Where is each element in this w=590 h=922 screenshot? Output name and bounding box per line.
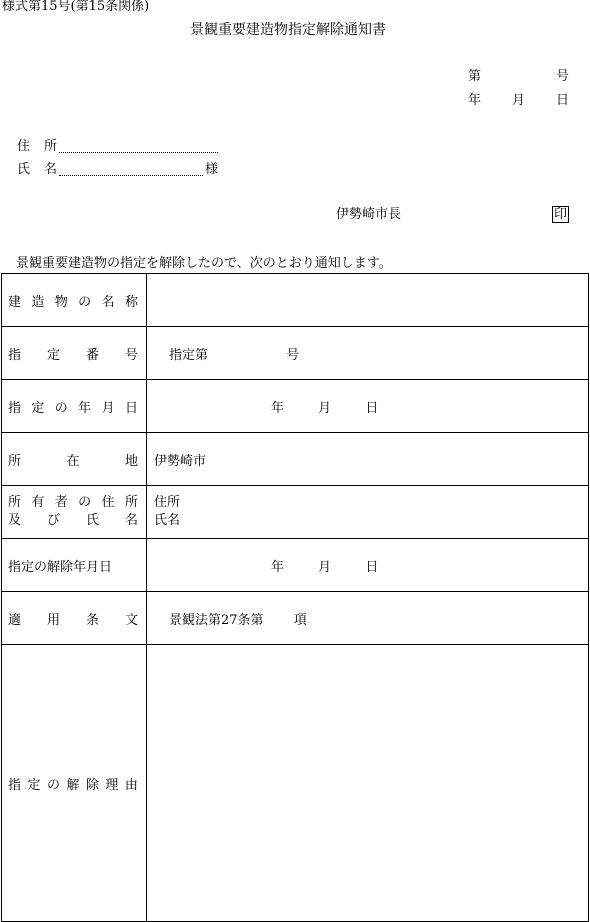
address-fill-line xyxy=(59,140,218,153)
label-char: 在 xyxy=(66,453,80,469)
issuer-name: 伊勢崎市長 xyxy=(336,207,402,222)
cancellation-date-year: 年 xyxy=(271,559,285,575)
label-char: 称 xyxy=(124,294,138,310)
table-row-designation-number xyxy=(2,327,589,380)
label-char: 文 xyxy=(124,612,138,628)
label-char: 建 xyxy=(8,294,22,310)
table-row-structure-name xyxy=(2,274,589,327)
label-char: 適 xyxy=(8,612,22,628)
number-go: 号 xyxy=(556,69,570,84)
label-char: び xyxy=(46,513,60,528)
address-label-2: 所 xyxy=(44,139,58,154)
notice-text: 景観重要建造物の指定を解除したので、次のとおり通知します。 xyxy=(16,256,392,271)
owner-name-label: 氏名 xyxy=(154,513,181,528)
label-char: 理 xyxy=(105,777,119,793)
number-dai: 第 xyxy=(468,69,482,84)
label-char: 除 xyxy=(85,777,99,793)
label-designation-date xyxy=(2,380,147,433)
date-year: 年 xyxy=(468,93,482,108)
designation-prefix: 指定第 xyxy=(169,347,209,363)
article-suffix: 項 xyxy=(293,612,307,628)
seal-mark: 印 xyxy=(554,207,568,222)
label-char: の xyxy=(54,400,68,416)
value-cancellation-date[interactable] xyxy=(147,539,589,592)
label-char: 住 xyxy=(101,495,115,510)
label-designation-number xyxy=(2,327,147,380)
address-label-1: 住 xyxy=(17,139,31,154)
cancellation-date-month: 月 xyxy=(318,559,332,575)
label-char: 所 xyxy=(124,495,138,510)
designation-date-year: 年 xyxy=(271,400,285,416)
label-char: 年 xyxy=(78,400,92,416)
label-char: 月 xyxy=(101,400,115,416)
label-char: 号 xyxy=(124,347,138,363)
date-month: 月 xyxy=(512,93,526,108)
value-designation-date[interactable] xyxy=(147,380,589,433)
article-prefix: 景観法第27条第 xyxy=(169,612,264,628)
label-char: 有 xyxy=(31,495,45,510)
designation-suffix: 号 xyxy=(286,347,300,363)
name-label-2: 名 xyxy=(44,162,58,177)
value-owner[interactable] xyxy=(147,486,589,539)
label-char: の xyxy=(78,495,92,510)
label-char: 物 xyxy=(54,294,68,310)
label-char: の xyxy=(46,777,60,793)
label-text: 指定の解除年月日 xyxy=(8,559,113,575)
honorific-sama: 様 xyxy=(205,162,219,177)
value-applicable-article[interactable] xyxy=(147,592,589,645)
label-char: 指 xyxy=(8,777,22,793)
designation-date-month: 月 xyxy=(318,400,332,416)
label-structure-name xyxy=(2,274,147,327)
label-char: 番 xyxy=(85,347,99,363)
name-label-1: 氏 xyxy=(17,162,31,177)
label-char: 条 xyxy=(85,612,99,628)
label-char: 定 xyxy=(27,777,41,793)
table-row-cancellation-reason xyxy=(2,645,589,922)
label-char: 解 xyxy=(66,777,80,793)
label-cancellation-date xyxy=(2,539,147,592)
cancellation-date-day: 日 xyxy=(365,559,379,575)
label-cancellation-reason xyxy=(2,645,147,922)
table-row-cancellation-date xyxy=(2,539,589,592)
form-number: 様式第15号(第15条関係) xyxy=(2,0,150,14)
label-char: 指 xyxy=(8,400,22,416)
table-row-applicable-article xyxy=(2,592,589,645)
table-row-owner xyxy=(2,486,589,539)
label-char: の xyxy=(78,294,92,310)
label-location xyxy=(2,433,147,486)
label-char: 名 xyxy=(101,294,115,310)
date-day: 日 xyxy=(556,93,570,108)
label-owner xyxy=(2,486,147,539)
label-char: 者 xyxy=(54,495,68,510)
value-designation-number[interactable] xyxy=(147,327,589,380)
label-char: 定 xyxy=(46,347,60,363)
label-char: 造 xyxy=(31,294,45,310)
label-char: 氏 xyxy=(85,513,99,528)
label-char: 由 xyxy=(124,777,138,793)
detail-table xyxy=(1,273,589,922)
table-row-designation-date xyxy=(2,380,589,433)
document-title: 景観重要建造物指定解除通知書 xyxy=(190,22,386,38)
value-location[interactable]: 伊勢崎市 xyxy=(147,433,589,486)
label-char: 日 xyxy=(124,400,138,416)
label-char: 名 xyxy=(124,513,138,528)
label-char: 所 xyxy=(8,453,22,469)
label-char: 指 xyxy=(8,347,22,363)
value-cancellation-reason[interactable] xyxy=(147,645,589,922)
name-fill-line xyxy=(59,163,203,176)
label-char: 定 xyxy=(31,400,45,416)
value-structure-name[interactable] xyxy=(147,274,589,327)
label-applicable-article xyxy=(2,592,147,645)
table-row-location xyxy=(2,433,589,486)
owner-address-label: 住所 xyxy=(154,495,181,510)
label-char: 及 xyxy=(8,513,22,528)
label-char: 用 xyxy=(46,612,60,628)
designation-date-day: 日 xyxy=(365,400,379,416)
label-char: 所 xyxy=(8,495,22,510)
label-char: 地 xyxy=(124,453,138,469)
